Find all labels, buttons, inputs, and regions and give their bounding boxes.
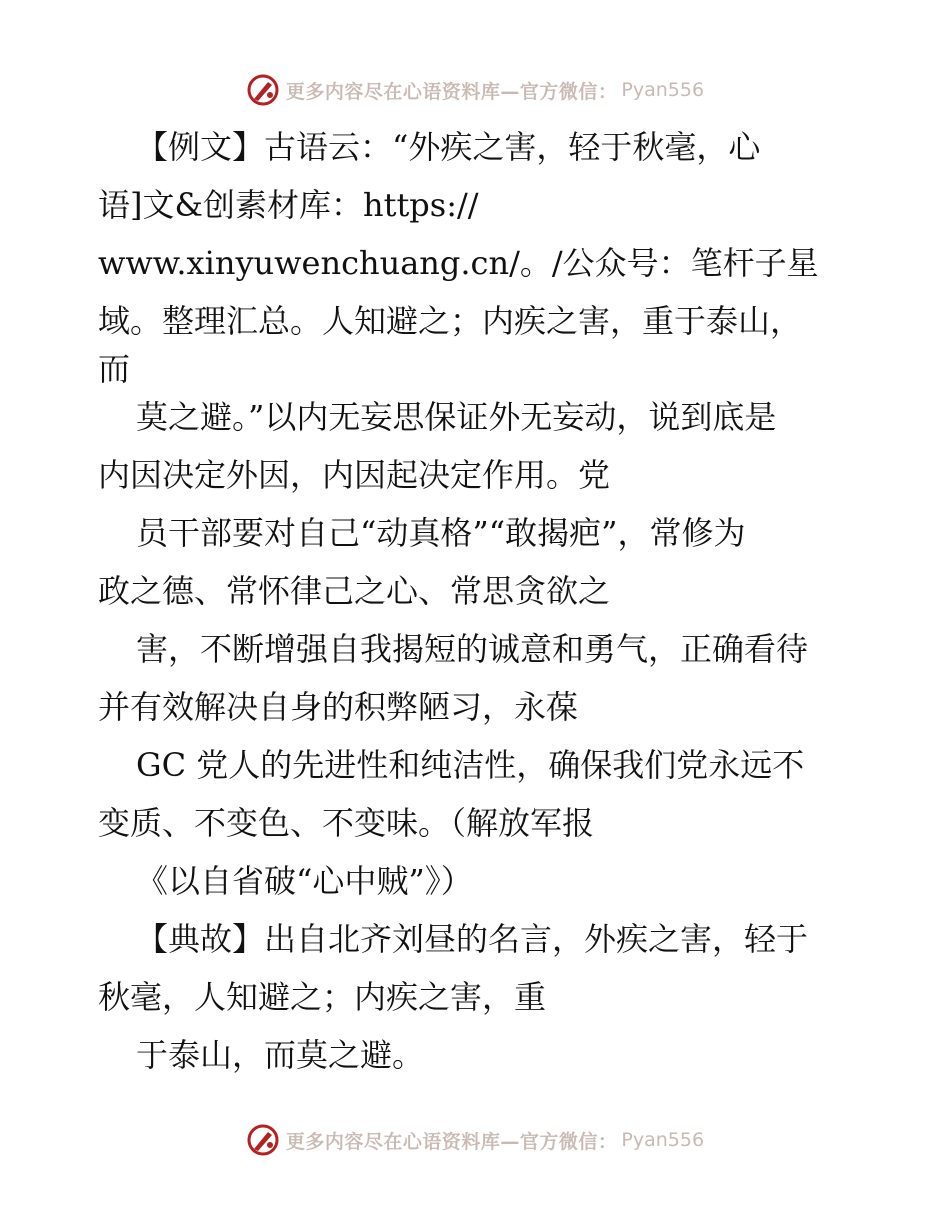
text-line: 员干部要对自己“动真格”“敢揭疤”，常修为 bbox=[136, 514, 746, 552]
text-line: 【例文】古语云：“外疾之害，轻于秋毫，心 bbox=[136, 128, 761, 166]
header-wechat-id: Pyan556 bbox=[621, 79, 705, 101]
header-banner bbox=[0, 70, 950, 110]
document-body bbox=[98, 118, 868, 1084]
text-line: 而 bbox=[98, 350, 131, 388]
text-line: 政之德、常怀律己之心、常思贪欲之 bbox=[98, 572, 611, 610]
text-line: 害，不断增强自我揭短的诚意和勇气，正确看待 bbox=[136, 630, 809, 668]
text-line: 语]文&创素材库：https:// bbox=[98, 186, 479, 224]
brand-logo-icon bbox=[246, 1123, 280, 1157]
text-line: 变质、不变色、不变味。（解放军报 bbox=[98, 804, 595, 842]
text-line: 莫之避。”以内无妄思保证外无妄动，说到底是 bbox=[136, 398, 777, 436]
footer-banner bbox=[0, 1120, 950, 1160]
text-line: 《以自省破“心中贼”》） bbox=[136, 862, 473, 900]
text-line: GC 党人的先进性和纯洁性，确保我们党永远不 bbox=[136, 746, 805, 784]
footer-text: 更多内容尽在心语资料库—官方微信： bbox=[285, 1130, 618, 1153]
text-line: 域。整理汇总。人知避之；内疾之害，重于泰山， bbox=[98, 302, 803, 340]
text-line: 并有效解决自身的积弊陋习，永葆 bbox=[98, 688, 579, 726]
header-text: 更多内容尽在心语资料库—官方微信： bbox=[285, 80, 618, 103]
brand-logo-icon bbox=[246, 73, 280, 107]
text-line: 于泰山，而莫之避。 bbox=[136, 1036, 425, 1074]
text-line: 秋毫，人知避之；内疾之害，重 bbox=[98, 978, 547, 1016]
text-line: www.xinyuwenchuang.cn/。/公众号：笔杆子星 bbox=[98, 244, 819, 282]
text-line: 内因决定外因，内因起决定作用。党 bbox=[98, 456, 611, 494]
footer-wechat-id: Pyan556 bbox=[621, 1129, 705, 1151]
text-line: 【典故】出自北齐刘昼的名言，外疾之害，轻于 bbox=[136, 920, 809, 958]
